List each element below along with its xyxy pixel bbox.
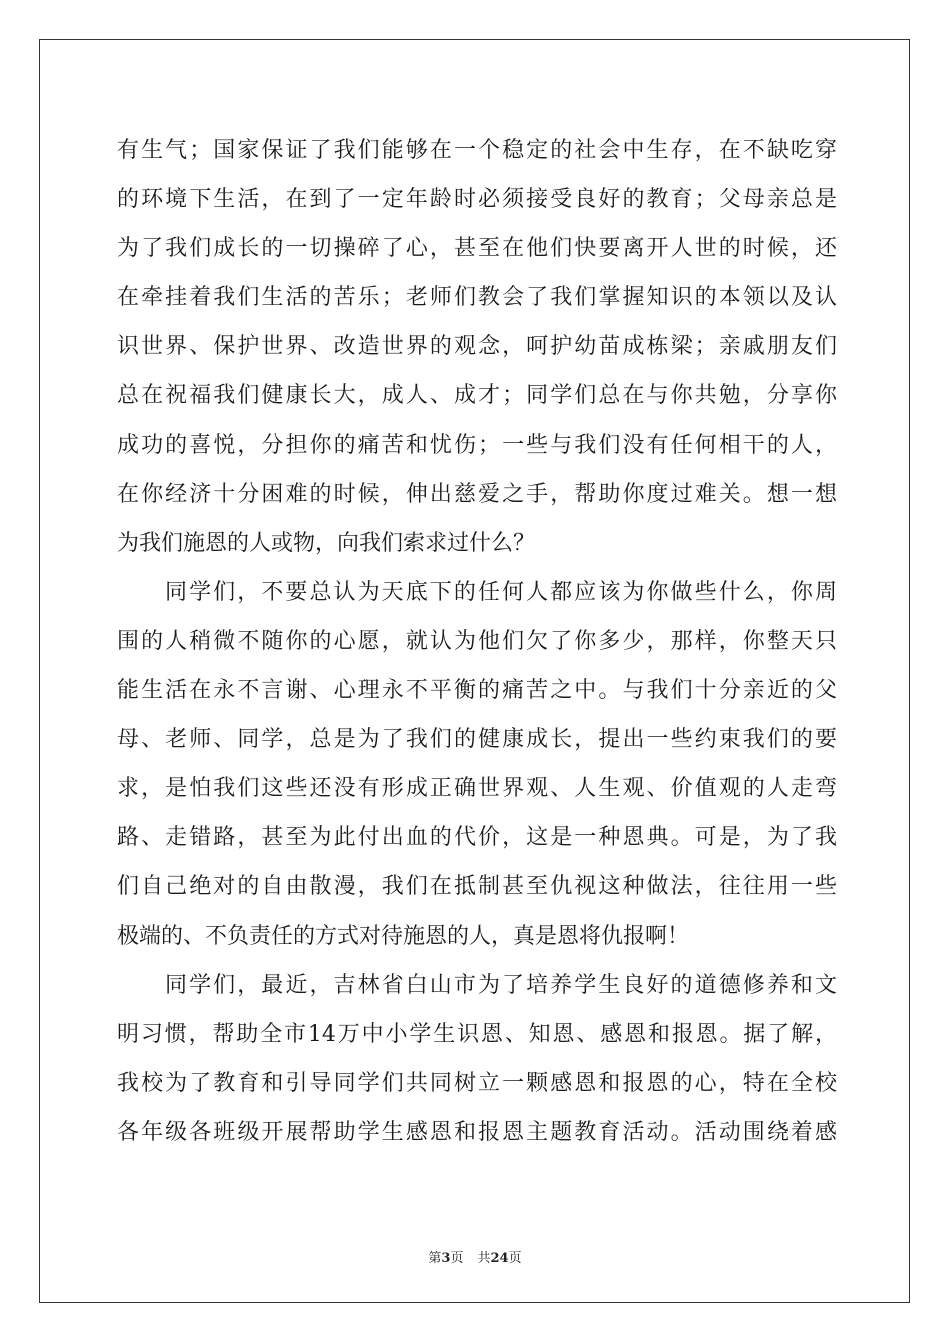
page-prefix: 第 xyxy=(428,1251,442,1266)
document-body xyxy=(117,126,837,1157)
text-line: 为我们施恩的人或物，向我们索求过什么？ xyxy=(117,530,536,556)
text-line: 们自己绝对的自由散漫，我们在抵制甚至仇视这种做法，往往用一些 xyxy=(117,874,837,900)
text-line: 有生气；国家保证了我们能够在一个稳定的社会中生存，在不缺吃穿 xyxy=(117,138,837,163)
text-line: 路、走错路，甚至为此付出血的代价，这是一种恩典。可是，为了我 xyxy=(117,825,837,851)
text-line: 我校为了教育和引导同学们共同树立一颗感恩和报恩的心，特在全校 xyxy=(117,1070,837,1096)
text-line: 识世界、保护世界、改造世界的观念，呵护幼苗成栋梁；亲戚朋友们 xyxy=(117,334,837,360)
text-line: 成功的喜悦，分担你的痛苦和忧伤；一些与我们没有任何相干的人， xyxy=(117,432,837,458)
page-suffix: 页 xyxy=(450,1251,464,1266)
text-line: 母、老师、同学，总是为了我们的健康成长，提出一些约束我们的要 xyxy=(117,727,837,753)
total-suffix: 页 xyxy=(508,1251,522,1266)
total-pages: 24 xyxy=(490,1251,509,1266)
total-prefix: 共 xyxy=(477,1251,491,1266)
text-line: 各年级各班级开展帮助学生感恩和报恩主题教育活动。活动围绕着感 xyxy=(117,1119,837,1145)
paragraph xyxy=(117,961,837,1157)
text-line: 明习惯，帮助全市14万中小学生识恩、知恩、感恩和报恩。据了解， xyxy=(117,1021,837,1047)
text-line: 同学们，最近，吉林省白山市为了培养学生良好的道德修养和文 xyxy=(165,972,837,998)
text-line: 围的人稍微不随你的心愿，就认为他们欠了你多少，那样，你整天只 xyxy=(117,628,837,654)
text-line: 的环境下生活，在到了一定年龄时必须接受良好的教育；父母亲总是 xyxy=(117,187,837,213)
text-line: 求，是怕我们这些还没有形成正确世界观、人生观、价值观的人走弯 xyxy=(117,776,837,802)
current-page: 3 xyxy=(441,1251,451,1266)
text-line: 在你经济十分困难的时候，伸出慈爱之手，帮助你度过难关。想一想 xyxy=(117,481,837,507)
page-footer xyxy=(0,1247,950,1266)
page-total xyxy=(477,1251,521,1266)
text-line: 同学们，不要总认为天底下的任何人都应该为你做些什么，你周 xyxy=(165,579,837,605)
text-line: 能生活在永不言谢、心理永不平衡的痛苦之中。与我们十分亲近的父 xyxy=(117,678,837,704)
paragraph xyxy=(117,568,837,961)
page-number xyxy=(428,1251,463,1266)
text-line: 总在祝福我们健康长大，成人、成才；同学们总在与你共勉，分享你 xyxy=(117,383,837,409)
paragraph xyxy=(117,126,837,568)
text-line: 为了我们成长的一切操碎了心，甚至在他们快要离开人世的时候，还 xyxy=(117,236,837,262)
text-line: 极端的、不负责任的方式对待施恩的人，真是恩将仇报啊！ xyxy=(117,923,690,949)
text-line: 在牵挂着我们生活的苦乐；老师们教会了我们掌握知识的本领以及认 xyxy=(117,285,837,311)
